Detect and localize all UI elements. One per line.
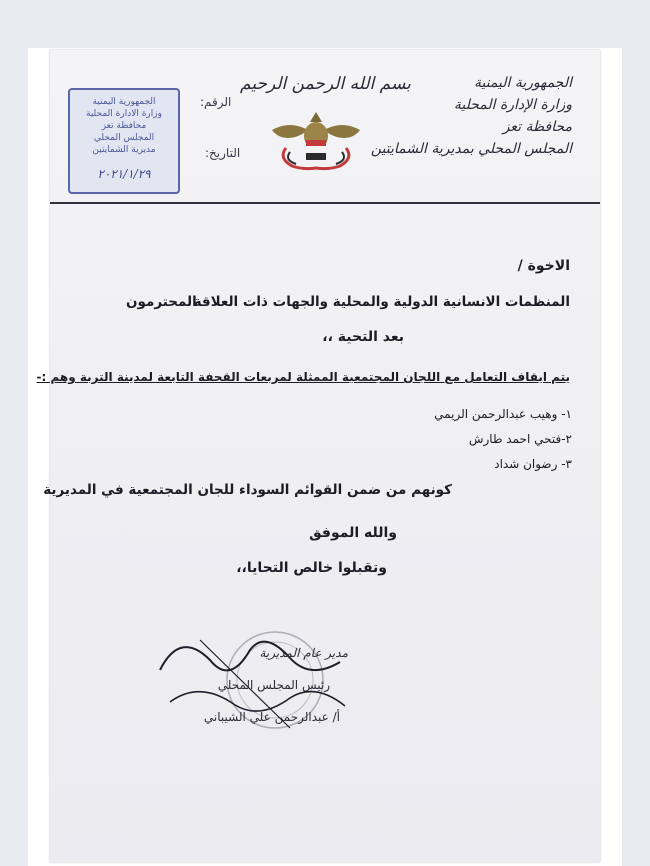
stamp-line: مديرية الشمايتين — [92, 145, 156, 155]
list-item: ١- وهيب عبدالرحمن الريمي — [434, 407, 572, 421]
reference-date-label: التاريخ: — [205, 146, 241, 160]
governorate-name: محافظة تعز — [502, 119, 572, 135]
list-item: ٢-فتحي احمد طارش — [468, 432, 572, 446]
after-greeting: بعد التحية ،، — [322, 329, 404, 345]
list-item: ٣- رضوان شداد — [494, 457, 572, 471]
stamp-line: الجمهورية اليمنية — [92, 97, 156, 107]
closing-greetings: وتقبلوا خالص التحايا،، — [236, 560, 387, 576]
signatory-position: رئيس المجلس المحلي — [217, 678, 330, 692]
stamp-line: محافظة تعز — [101, 121, 147, 131]
country-name: الجمهورية اليمنية — [473, 75, 572, 91]
council-name: المجلس المحلي بمديرية الشمايتين — [370, 141, 572, 157]
respected-word: المحترمون — [126, 294, 197, 310]
yemen-emblem-icon — [268, 108, 364, 174]
stamp-date: ٢٠٢١/١/٢٩ — [97, 167, 151, 181]
reference-number-label: الرقم: — [200, 95, 232, 109]
closing-blessing: والله الموفق — [309, 525, 397, 541]
stamp-line: المجلس المحلي — [93, 133, 155, 143]
signatory-name: أ/ عبدالرحمن علي الشيباني — [203, 710, 340, 724]
letter-document — [36, 50, 600, 862]
greeting: الاخوة / — [517, 258, 570, 274]
stamp-line: وزارة الادارة المحلية — [86, 109, 162, 119]
official-stamp — [68, 88, 180, 194]
blacklist-note: كونهم من ضمن القوائم السوداء للجان المجتمعية في المديرية — [43, 482, 452, 498]
names-list — [434, 402, 572, 477]
ministry-name: وزارة الإدارة المحلية — [453, 97, 572, 113]
signature-block — [140, 610, 370, 740]
basmala: بسم الله الرحمن الرحيم — [240, 74, 411, 94]
header-divider — [50, 202, 600, 204]
signatory-title: مدير عام المديرية — [259, 646, 348, 660]
instruction-line: يتم ايقاف التعامل مع اللجان المجتمعية الممثلة لمربعات القحفة التابعة لمدينة التربة وهم :- — [36, 370, 570, 384]
addressee-line: المنظمات الانسانية الدولية والمحلية والجهات ذات العلاقة — [193, 294, 570, 310]
